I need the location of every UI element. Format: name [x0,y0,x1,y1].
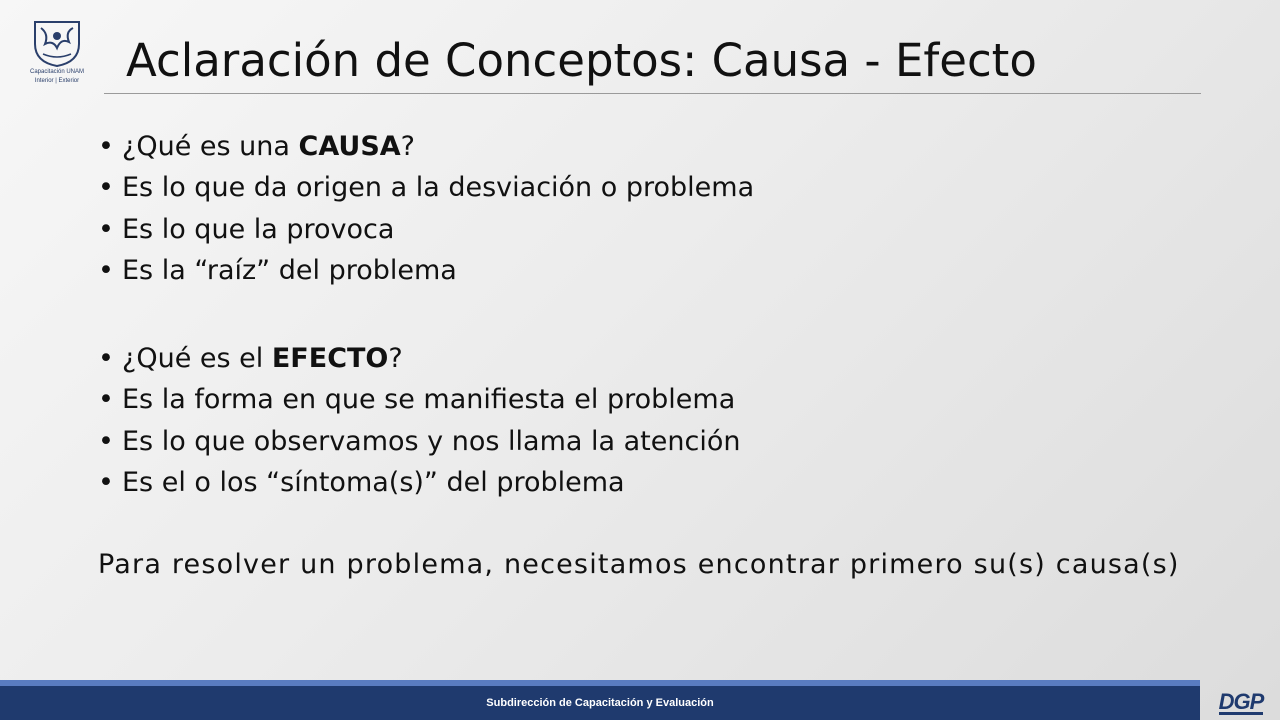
causa-item: Es lo que da origen a la desviación o problema [122,172,755,204]
list-item [98,209,754,250]
bullet-icon: • [98,254,114,286]
bullet-icon: • [98,131,114,162]
efecto-list [98,338,740,503]
efecto-item: Es lo que observamos y nos llama la atención [122,425,741,457]
footer-bar [0,686,1200,720]
bullet-icon: • [98,384,114,416]
bullet-icon: • [98,466,114,498]
list-item [98,338,740,379]
bullet-icon: • [98,172,114,204]
list-item [98,126,754,167]
logo-text-line1: Capacitación UNAM [29,69,85,75]
list-item [98,421,740,462]
causa-question-prefix: ¿Qué es una [122,131,299,162]
list-item [98,250,754,291]
causa-question-suffix: ? [400,131,416,162]
logo-text-line2: Interior | Exterior [34,78,80,84]
title-divider [104,93,1201,94]
efecto-item: Es la forma en que se manifiesta el problema [122,384,736,416]
efecto-question-keyword: EFECTO [271,343,389,374]
causa-item: Es lo que la provoca [122,213,395,245]
footer-text: Subdirección de Capacitación y Evaluación [486,697,714,709]
bullet-icon: • [98,213,114,245]
unam-shield-icon [31,18,83,68]
page-title: Aclaración de Conceptos: Causa - Efecto [126,34,1037,87]
list-item [98,462,740,503]
dgp-logo [1208,686,1274,720]
conclusion-text: Para resolver un problema, necesitamos encontrar primero su(s) causa(s) [98,549,1180,580]
bullet-icon: • [98,343,114,374]
causa-item: Es la “raíz” del problema [122,254,457,286]
causa-question-keyword: CAUSA [298,131,401,162]
dgp-logo-text: DGP [1218,688,1264,714]
bullet-icon: • [98,425,114,457]
unam-logo [24,18,90,96]
efecto-question-suffix: ? [388,343,403,374]
list-item [98,167,754,208]
efecto-question-prefix: ¿Qué es el [122,343,272,374]
causa-list [98,126,754,291]
list-item [98,379,740,420]
efecto-item: Es el o los “síntoma(s)” del problema [122,466,625,498]
